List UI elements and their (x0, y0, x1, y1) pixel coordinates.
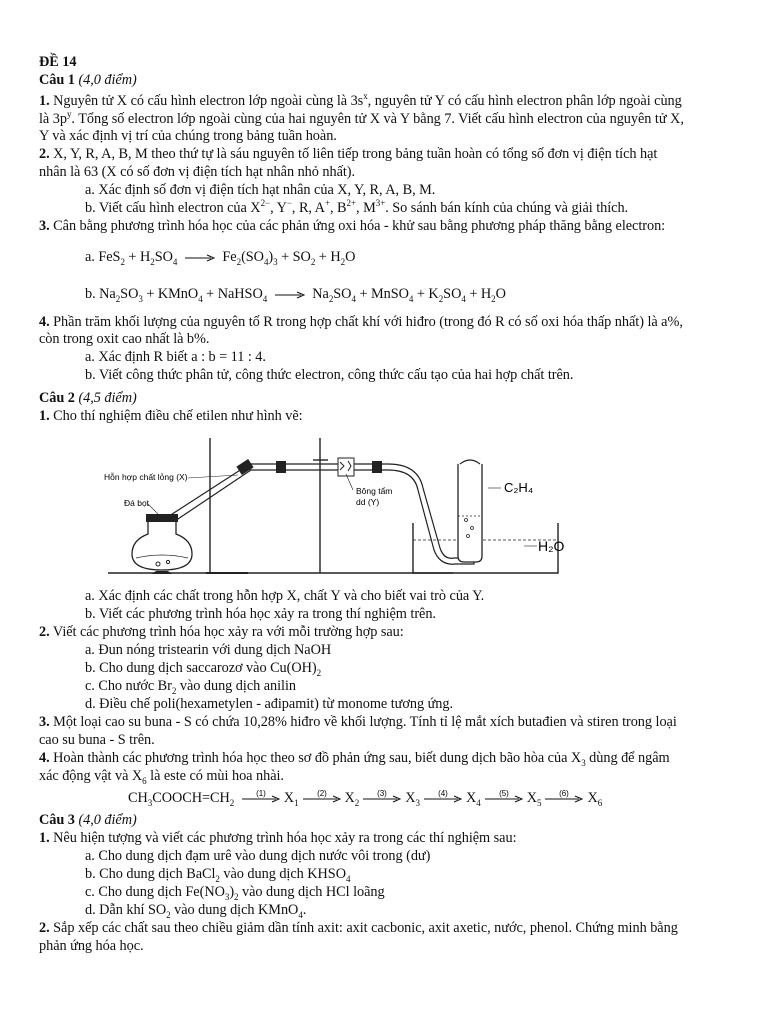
scheme-step-label: (6) (559, 789, 570, 798)
question-1-title: Câu 1 (39, 72, 75, 88)
scheme-arrow-icon (242, 788, 280, 804)
scheme-step-label: (3) (377, 789, 388, 798)
q2-p1-item-b: b. Viết các phương trình hóa học xảy ra trong thí nghiệm trên. (85, 606, 436, 622)
q1-p4-line2: còn trong oxit cao nhất là b%. (39, 331, 210, 347)
q3-p1: 1. Nêu hiện tượng và viết các phương trình hóa học xảy ra trong các thí nghiệm sau: (39, 830, 517, 846)
question-2-heading (39, 390, 137, 407)
q2-p2-item-d: d. Điều chế poli(hexametylen - ađipamit) từ monome tương ứng. (85, 696, 454, 712)
q3-p1-item-a: a. Cho dung dịch đạm urê vào dung dịch nước vôi trong (dư) (85, 848, 431, 864)
question-3-heading (39, 812, 137, 829)
q1-p1-line2: là $3p^y$. Tổng số electron lớp ngoài cùng của hai nguyên tử X và Y bằng 7. Viết cấu hình electron của nguyên tử X, (39, 109, 684, 127)
exam-title: ĐỀ 14 (39, 54, 77, 70)
scheme-product: $X_3$ (405, 790, 420, 808)
label-cotton: Bông tẩm (356, 486, 393, 496)
question-1-points: (4,0 điểm) (78, 72, 137, 88)
scheme-arrow-icon (303, 788, 341, 804)
q1-equation-a: a. $FeS_2 + H_2SO_4$ $Fe_2(SO_4)_3 + SO_2 + H_2O$ (85, 249, 356, 267)
scheme-product: $X_6$ (587, 790, 603, 808)
q2-p3-line2: cao su buna - S trên. (39, 732, 155, 748)
scheme-step-label: (4) (438, 789, 448, 798)
q2-p1-item-a: a. Xác định các chất trong hỗn hợp X, chất Y và cho biết vai trò của Y. (85, 588, 485, 604)
q2-p2-item-b: b. Cho dung dịch saccarozơ vào $Cu(OH)_2$ (85, 660, 322, 678)
scheme-arrow-icon (363, 788, 401, 804)
label-solution-y: dd (Y) (356, 497, 380, 507)
q3-p1-item-d: d. Dẫn khí $SO_2$ vào dung dịch KMnO$_4$. (85, 902, 307, 920)
q1-p4-line1: 4. Phần trăm khối lượng của nguyên tố R trong hợp chất khí với hiđro (trong đó R có số oxi hóa thấp nhất) là a%, (39, 314, 683, 330)
scheme-product: $X_2$ (344, 790, 360, 808)
label-ethylene: C₂H₄ (504, 480, 534, 495)
q3-p1-item-b: b. Cho dung dịch BaCl$_2$ vào dung dịch $KHSO_4$ (85, 866, 351, 884)
q1-p4-item-a: a. Xác định R biết a : b = 11 : 4. (85, 349, 266, 365)
question-1-heading (39, 72, 137, 89)
q3-p1-item-c: c. Cho dung dịch $Fe(NO_3)_2$ vào dung dịch HCl loãng (85, 884, 385, 902)
q3-p2-line1: 2. Sắp xếp các chất sau theo chiều giảm dần tính axit: axit cacbonic, axit axetic, nước, phenol. Chứng minh bằng (39, 920, 678, 936)
reaction-scheme: $CH_3COOCH=CH_2$ (1) $X_1$ (2) $X_2$ (3) $X_3$ (4) $X_4$ (5) $X_5$ (6) $X_6$ (128, 789, 603, 808)
stopper (372, 461, 382, 473)
cotton-plug (338, 458, 354, 476)
q2-p4-line1: 4. Hoàn thành các phương trình hóa học theo sơ đồ phản ứng sau, biết dung dịch bão hòa của $X_3$ dùng để ngâm (39, 750, 670, 768)
q1-p2-line2: nhân là 63 (X có số đơn vị điện tích hạt nhân nhỏ nhất). (39, 164, 356, 180)
scheme-product: $X_1$ (283, 790, 299, 808)
q1-p1-line1: 1. Nguyên tử X có cấu hình electron lớp ngoài cùng là $3s^x$, nguyên tử Y có cấu hình electron phân lớp ngoài cùng (39, 91, 682, 109)
q2-p3-line1: 3. Một loại cao su buna - S có chứa 10,28% hiđro về khối lượng. Tính tỉ lệ mắt xích butađien và stiren trong loại (39, 714, 677, 730)
burner-icon (152, 571, 172, 574)
q1-p2-item-b: b. Viết cấu hình electron của $X^{2-}$, Y−, R, A+, $B^{2+}$, $M^{3+}$. So sánh bán kính của chúng và giải thích. (85, 198, 629, 216)
q1-equation-b: b. $Na_2SO_3$ + KMnO$_4$ + NaHSO$_4$ $Na_2SO_4$ + MnSO$_4$ + $K_2SO_4 + H_2O$ (85, 286, 506, 304)
q3-p2-line2: phản ứng hóa học. (39, 938, 144, 954)
q1-p1-line3: Y và xác định vị trí của chúng trong bảng tuần hoàn. (39, 128, 337, 144)
question-3-points: (4,0 điểm) (78, 812, 137, 828)
scheme-arrow-icon (485, 788, 523, 804)
q2-p2-item-a: a. Đun nóng tristearin với dung dịch NaOH (85, 642, 332, 658)
question-2-points: (4,5 điểm) (78, 390, 137, 406)
q2-p4-line2: xác động vật và $X_6$ là este có mùi hoa nhài. (39, 768, 284, 786)
scheme-product: $X_5$ (526, 790, 542, 808)
q2-p1: 1. Cho thí nghiệm điều chế etilen như hình vẽ: (39, 408, 303, 424)
label-water: H₂O (538, 538, 565, 554)
scheme-product: $X_4$ (465, 790, 481, 808)
reaction-arrow-icon (185, 254, 215, 262)
reaction-arrow-icon (275, 291, 305, 299)
q2-p2-item-c: c. Cho nước $Br_2$ vào dung dịch anilin (85, 678, 297, 696)
label-boiling-stone: Đá bọt (124, 498, 150, 508)
q1-p2-line1: 2. X, Y, R, A, B, M theo thứ tự là sáu nguyên tố liên tiếp trong bảng tuần hoàn có tổng số đơn vị điện tích hạt (39, 146, 658, 162)
question-2-title: Câu 2 (39, 390, 75, 406)
scheme-step-label: (1) (255, 789, 266, 798)
label-liquid-mixture: Hỗn hợp chất lỏng (X) (104, 472, 188, 482)
q1-p2-item-a: a. Xác định số đơn vị điện tích hạt nhân của X, Y, R, A, B, M. (85, 182, 436, 198)
q1-p4-item-b: b. Viết công thức phân tử, công thức electron, công thức cấu tạo của hai hợp chất trên. (85, 367, 574, 383)
scheme-step-label: (2) (316, 789, 327, 798)
q1-p3: 3. Cân bằng phương trình hóa học của các phản ứng oxi hóa - khử sau bằng phương pháp thăng bằng electron: (39, 218, 666, 234)
scheme-arrow-icon (424, 788, 462, 804)
question-3-title: Câu 3 (39, 812, 75, 828)
flask (132, 520, 192, 570)
scheme-step-label: (5) (498, 789, 509, 798)
gas-collection-tube (458, 464, 482, 562)
ethylene-apparatus-figure (88, 428, 588, 580)
q2-p2: 2. Viết các phương trình hóa học xảy ra với mỗi trường hợp sau: (39, 624, 404, 640)
scheme-arrow-icon (545, 788, 583, 804)
